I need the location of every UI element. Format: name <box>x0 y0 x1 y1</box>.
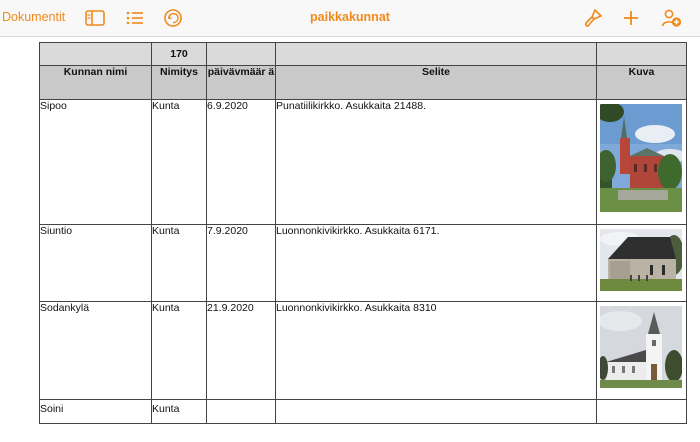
stone-church-photo <box>600 229 682 291</box>
brick-church-photo <box>600 104 682 212</box>
table-row <box>40 100 687 225</box>
data-table <box>39 42 687 424</box>
column-header-name[interactable]: Kunnan nimi <box>40 66 152 100</box>
cell-name[interactable]: Sipoo <box>40 100 152 225</box>
toolbar <box>0 0 700 37</box>
cell-type[interactable]: Kunta <box>152 100 207 225</box>
table-row <box>40 302 687 400</box>
record-count[interactable]: 170 <box>152 43 207 66</box>
cell-type[interactable]: Kunta <box>152 302 207 400</box>
header-summary-cell[interactable] <box>40 43 152 66</box>
header-summary-cell[interactable] <box>597 43 687 66</box>
cell-name[interactable]: Sodankylä <box>40 302 152 400</box>
collaborate-icon[interactable] <box>660 7 682 29</box>
spreadsheet-canvas <box>0 37 700 442</box>
cell-name[interactable]: Siuntio <box>40 225 152 302</box>
cell-image[interactable] <box>597 225 687 302</box>
cell-name[interactable]: Soini <box>40 400 152 424</box>
header-summary-cell[interactable] <box>207 43 276 66</box>
header-row <box>40 66 687 100</box>
column-header-date[interactable]: päivävmäär ä <box>207 66 276 100</box>
cell-description[interactable]: Luonnonkivikirkko. Asukkaita 6171. <box>276 225 597 302</box>
cell-type[interactable]: Kunta <box>152 400 207 424</box>
cell-description[interactable] <box>276 400 597 424</box>
add-icon[interactable] <box>620 7 642 29</box>
header-summary-cell[interactable] <box>276 43 597 66</box>
cell-date[interactable]: 7.9.2020 <box>207 225 276 302</box>
cell-date[interactable]: 6.9.2020 <box>207 100 276 225</box>
column-header-description[interactable]: Selite <box>276 66 597 100</box>
cell-description[interactable]: Luonnonkivikirkko. Asukkaita 8310 <box>276 302 597 400</box>
cell-description[interactable]: Punatiilikirkko. Asukkaita 21488. <box>276 100 597 225</box>
column-header-type[interactable]: Nimitys <box>152 66 207 100</box>
table-row <box>40 400 687 424</box>
cell-image[interactable] <box>597 100 687 225</box>
cell-type[interactable]: Kunta <box>152 225 207 302</box>
cell-date[interactable]: 21.9.2020 <box>207 302 276 400</box>
sidebar-icon[interactable] <box>84 7 106 29</box>
white-church-photo <box>600 306 682 388</box>
table-row <box>40 225 687 302</box>
cell-image[interactable] <box>597 400 687 424</box>
list-icon[interactable] <box>124 7 146 29</box>
undo-icon[interactable] <box>162 7 184 29</box>
column-header-image[interactable]: Kuva <box>597 66 687 100</box>
document-title: paikkakunnat <box>310 10 390 24</box>
documents-back-button[interactable]: Dokumentit <box>2 10 66 24</box>
format-brush-icon[interactable] <box>582 7 604 29</box>
cell-image[interactable] <box>597 302 687 400</box>
header-summary-row <box>40 43 687 66</box>
cell-date[interactable] <box>207 400 276 424</box>
